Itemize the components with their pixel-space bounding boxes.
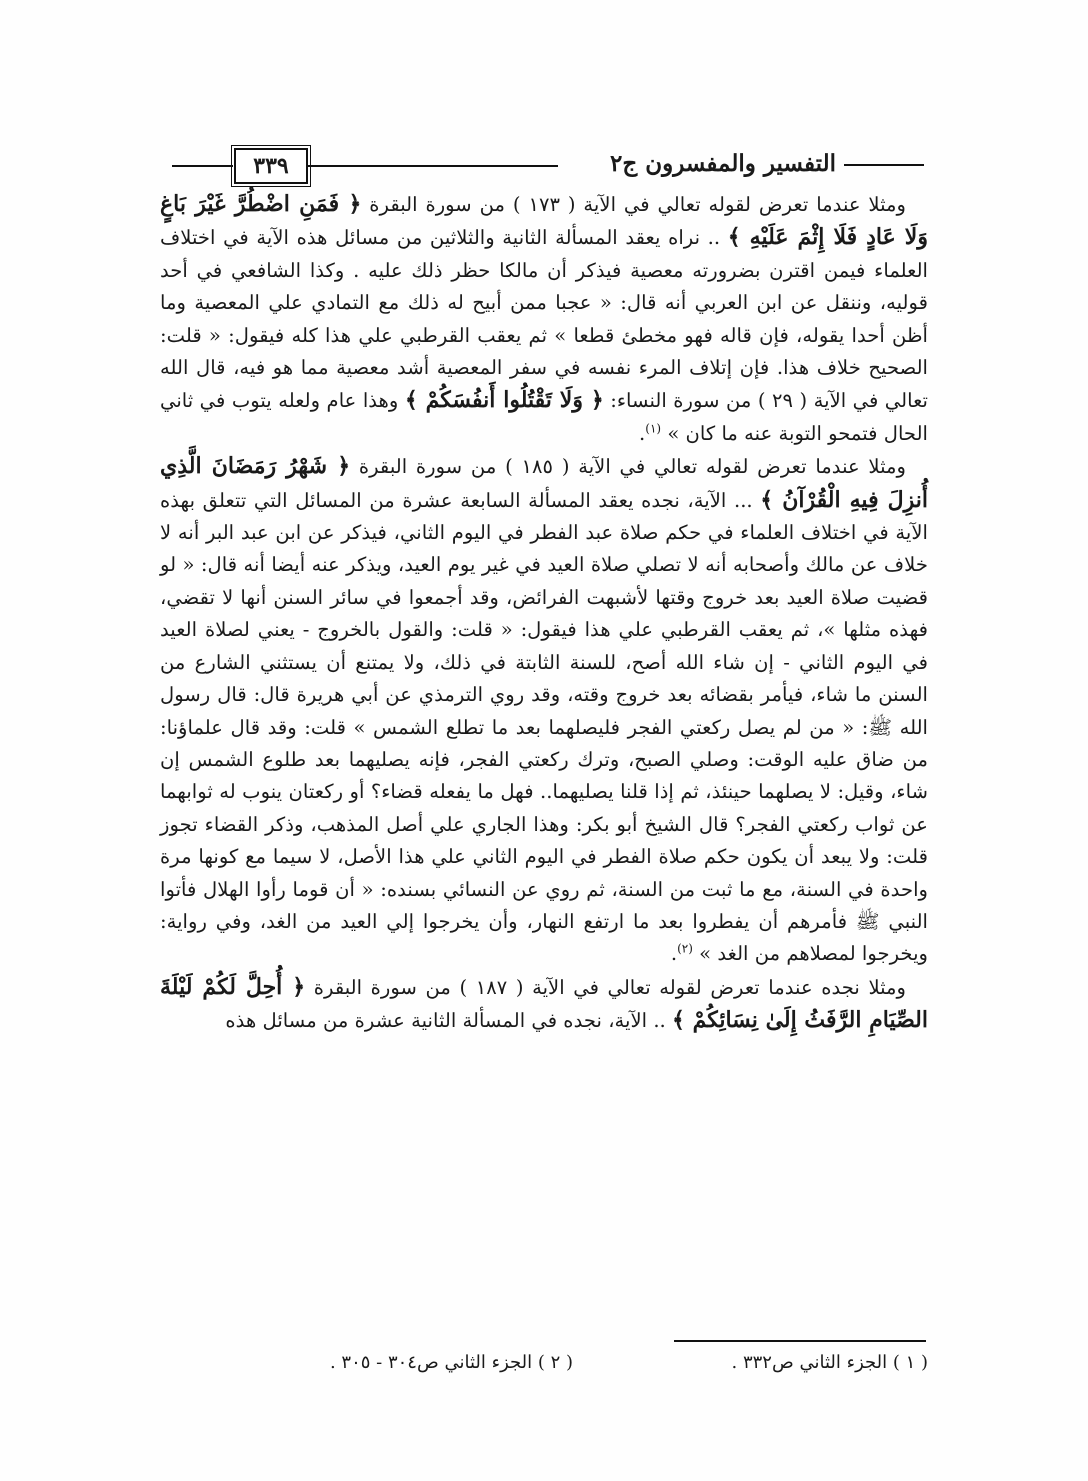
text-run: . — [670, 942, 678, 966]
text-run: ومثلا نجده عندما تعرض لقوله تعالي في الآية ( ١٨٧ ) من سورة البقرة — [305, 975, 907, 999]
footnote-1: ( ١ ) الجزء الثاني ص٣٣٢ . — [731, 1352, 928, 1373]
text-run: .. نراه يعقد المسألة الثانية والثلاثين من مسائل هذه الآية في اختلاف العلماء فيمن اقترن بضرورته معصية فيذكر أن مالكا حظر ذلك عليه . وكذا الشافعي في أحد قوليه، وننقل عن ابن العربي أنه قال: « عجبا ممن أبيح له ذلك مع التمادي علي المعصية وما أظن أحدا يقوله، فإن قاله فهو مخطئ قطعا » ثم يعقب القرطبي علي هذا كله فيقول: « قلت: الصحيح خلاف هذا. فإن إتلاف المرء نفسه في سفر المعصية أشد معصية مما هو فيه، قال الله تعالي في الآية ( ٢٩ ) من سورة النساء: — [160, 226, 928, 413]
running-title — [610, 150, 924, 177]
quran-verse: ﴿ فَمَنِ اضْطُرَّ غَيْرَ بَاغٍ وَلَا عَادٍ فَلَا إِثْمَ عَلَيْهِ ﴾ — [160, 191, 928, 251]
footnote-divider — [674, 1340, 926, 1342]
footnote-ref: (١) — [645, 421, 662, 436]
quran-verse: ﴿ شَهْرُ رَمَضَانَ الَّذِي أُنزِلَ فِيهِ الْقُرْآنُ ﴾ — [160, 453, 929, 513]
text-run: .. الآية، نجده في المسألة الثانية عشرة من مسائل هذه — [225, 1009, 673, 1033]
quran-verse: ﴿ وَلَا تَقْتُلُوا أَنفُسَكُمْ ﴾ — [404, 387, 604, 414]
text-run: وهذا عام ولعله يتوب في ثاني الحال فتمحو التوبة عنه ما كان » — [160, 389, 928, 445]
text-run: ومثلا عندما تعرض لقوله تعالي في الآية ( ١٨٥ ) من سورة البقرة — [350, 455, 906, 479]
running-title-text: التفسير والمفسرون ج٢ — [609, 150, 836, 177]
page-number: ٣٣٩ — [253, 153, 289, 179]
header-rule-left — [172, 165, 233, 167]
text-run: ومثلا عندما تعرض لقوله تعالي في الآية ( ١٧٣ ) من سورة البقرة — [361, 193, 906, 216]
footnote-ref: (٢) — [677, 941, 693, 956]
main-text — [160, 188, 928, 1038]
paragraph — [160, 450, 928, 971]
footnotes — [160, 1352, 928, 1382]
page-number-box — [234, 148, 308, 184]
text-run: ... الآية، نجده يعقد المسألة السابعة عشرة من المسائل التي تتعلق بهذه الآية في اختلاف العلماء في حكم صلاة عبد الفطر في اليوم الثاني، فيذكر عن ابن عبد البر أنه لا خلاف عن مالك وأصحابه أنه لا تصلي صلاة العيد في غير يوم العيد، ويذكر عنه أيضا أنه قال: « لو قضيت صلاة العيد بعد خروج وقتها لأشبهت الفرائض، وقد أجمعوا في سائر السنن أنها لا تقضي، فهذه مثلها »، ثم يعقب القرطبي علي هذا فيقول: « قلت: والقول بالخروج - يعني لصلاة العيد في اليوم الثاني - إن شاء الله أصح، للسنة الثابتة في ذلك، ولا يمتنع أن يستثني الشارع من السنن ما شاء، فيأمر بقضائه بعد خروج وقته، وقد روي الترمذي عن أبي هريرة قال: قال رسول الله ﷺ: « من لم يصل ركعتي الفجر فليصلهما بعد ما تطلع الشمس » قلت: وقد قال علماؤنا: من ضاق عليه الوقت: وصلي الصبح، وترك ركعتي الفجر، فإنه يصليهما بعد طلوع الشمس إن شاء، وقيل: لا يصلهما حينئذ، ثم إذا قلنا يصليهما.. فهل ما يفعله قضاء؟ أو ركعتان ينوب له ثوابهما عن ثواب ركعتي الفجر؟ قال الشيخ أبو بكر: وهذا الجاري علي أصل المذهب، وذكر القضاء تجوز قلت: ولا يبعد أن يكون حكم صلاة الفطر في اليوم الثاني علي هذا الأصل، لا سيما مع كونها مرة واحدة في السنة، مع ما ثبت من السنة، ثم روي عن النسائي بسنده: « أن قوما رأوا الهلال فأتوا النبي ﷺ فأمرهم أن يفطروا بعد ما ارتفع النهار، وأن يخرجوا إلي العيد من الغد، وفي رواية: ويخرجوا لمصلاهم من الغد » — [160, 488, 928, 966]
text-run: . — [639, 421, 646, 445]
paragraph — [160, 188, 928, 450]
footnote-2: ( ٢ ) الجزء الثاني ص٣٠٤ - ٣٠٥ . — [329, 1352, 573, 1373]
paragraph — [160, 971, 928, 1038]
page-header — [172, 148, 924, 184]
quran-verse: ﴿ أُحِلَّ لَكُمْ لَيْلَةَ الصِّيَامِ الرَّفَثُ إِلَىٰ نِسَائِكُمْ ﴾ — [160, 973, 928, 1034]
